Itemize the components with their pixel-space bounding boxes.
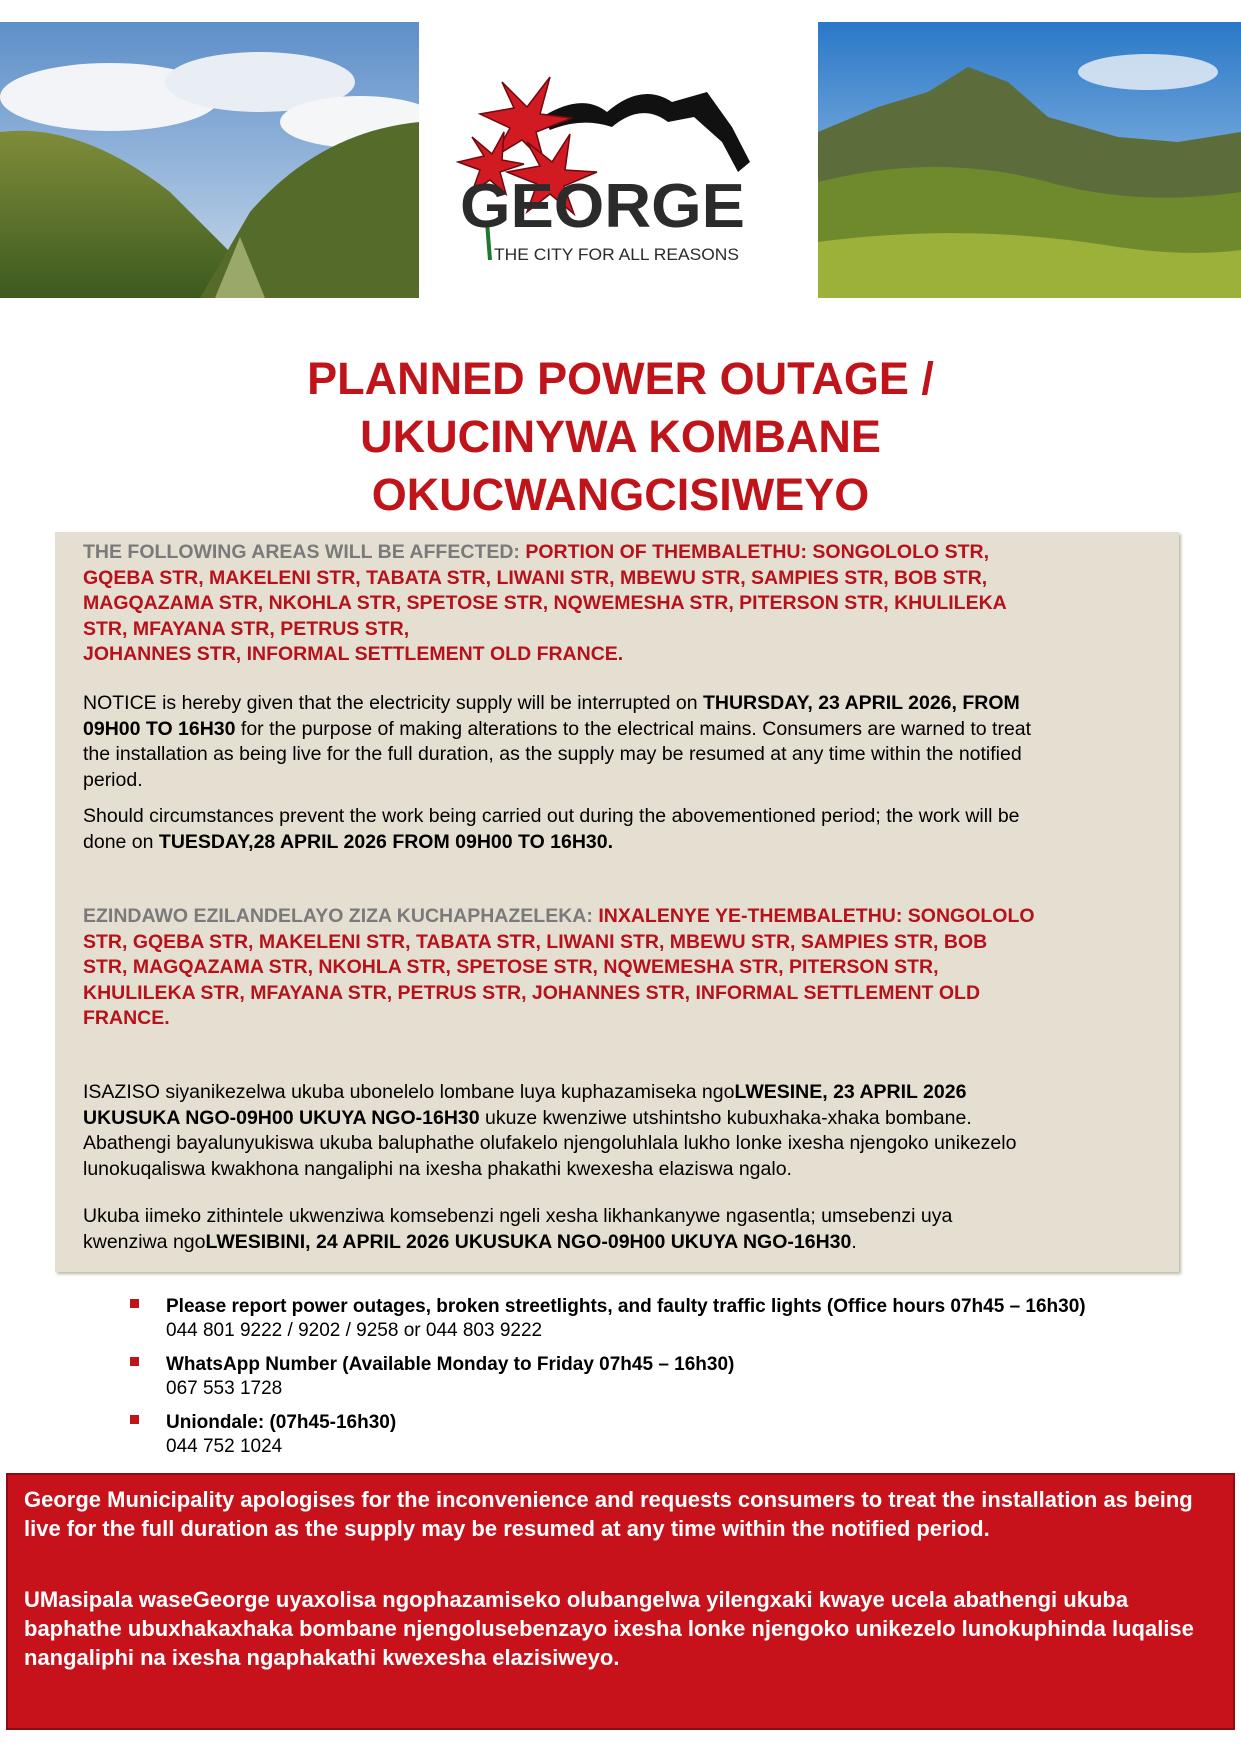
- contact-numbers: 044 801 9222 / 9202 / 9258 or 044 803 9222: [166, 1320, 543, 1341]
- alternate-date: TUESDAY,28 APRIL 2026 FROM 09H00 TO 16H30.: [158, 830, 614, 853]
- areas-text: GQEBA STR, MAKELENI STR, TABATA STR, LIWANI STR, MBEWU STR, SAMPIES STR, BOB STR,: [83, 566, 988, 589]
- areas-text: PORTION OF THEMBALETHU: SONGOLOLO STR,: [525, 541, 989, 563]
- alternate-text: Should circumstances prevent the work being carried out during the abovementioned period; the work will be: [83, 805, 1020, 827]
- xhosa-alternate-date: [83, 1204, 1153, 1255]
- alternate-text: kwenziwa ngo: [83, 1230, 206, 1253]
- areas-text: KHULILEKA STR, MFAYANA STR, PETRUS STR, JOHANNES STR, INFORMAL SETTLEMENT OLD: [83, 981, 981, 1004]
- areas-text: MAGQAZAMA STR, NKOHLA STR, SPETOSE STR, NQWEMESHA STR, PITERSON STR, KHULILEKA: [83, 592, 1007, 614]
- notice-text: Abathengi bayalunyukiswa ukuba baluphathe olufakelo njengoluhlala lukho lonke ixesha njengoko unikezelo: [83, 1132, 1017, 1154]
- alternate-text: Ukuba iimeko zithintele ukwenziwa komsebenzi ngeli xesha likhankanywe ngasentla; umsebenzi uya: [83, 1205, 953, 1227]
- apology-banner: [6, 1473, 1235, 1730]
- notice-text: ukuze kwenziwe utshintsho kubuxhaka-xhaka bombane.: [485, 1106, 972, 1129]
- notice-time: UKUSUKA NGO-09H00 UKUYA NGO-16H30: [83, 1106, 480, 1129]
- xhosa-affected-areas: [83, 904, 1153, 1032]
- contact-title: Please report power outages, broken streetlights, and faulty traffic lights (Office hours 07h45 – 16h30): [166, 1296, 1086, 1317]
- alternate-date: LWESIBINI, 24 APRIL 2026 UKUSUKA NGO-09H00 UKUYA NGO-16H30: [205, 1230, 852, 1253]
- title-line-2: UKUCINYWA KOMBANE: [360, 411, 881, 462]
- areas-text: JOHANNES STR, INFORMAL SETTLEMENT OLD FRANCE.: [83, 643, 624, 665]
- contact-title: WhatsApp Number (Available Monday to Friday 07h45 – 16h30): [166, 1354, 735, 1375]
- notice-text: period.: [83, 768, 143, 791]
- notice-date: THURSDAY, 23 APRIL 2026, FROM: [702, 692, 1020, 714]
- areas-text: STR, MFAYANA STR, PETRUS STR,: [83, 617, 410, 640]
- notice-title: [0, 350, 1241, 524]
- contact-list: [128, 1295, 1188, 1469]
- bullet-square-icon: [130, 1299, 139, 1308]
- apology-xhosa: UMasipala waseGeorge uyaxolisa ngophazamiseko olubangelwa yilengxaki kwaye ucela abathengi ukuba baphathe ubuxhakaxhaka bombane njengolusebenzayo ixesha lonke njengoko unikezelo lunokuphinda luqalise nangaliphi na ixesha ngaphakathi kwexesha elazisiweyo.: [24, 1587, 1194, 1670]
- xhosa-notice: [83, 1080, 1153, 1182]
- contact-item: [128, 1411, 1188, 1459]
- logo-wordmark: GEORGE: [460, 172, 745, 241]
- title-line-1: PLANNED POWER OUTAGE /: [307, 353, 934, 404]
- notice-text: ISAZISO siyanikezelwa ukuba ubonelelo lombane luya kuphazamiseka ngo: [83, 1081, 735, 1103]
- notice-text: lunokuqaliswa kwakhona nangaliphi na ixesha phakathi kwexesha elaziswa ngalo.: [83, 1157, 792, 1180]
- logo-tagline: THE CITY FOR ALL REASONS: [494, 245, 739, 264]
- mountain-photo-right: [818, 22, 1241, 298]
- alternate-text: .: [851, 1230, 857, 1253]
- areas-text: FRANCE.: [83, 1007, 170, 1029]
- english-alternate-date: [83, 804, 1153, 855]
- notice-time: 09H00 TO 16H30: [83, 717, 236, 740]
- contact-item: [128, 1353, 1188, 1401]
- bullet-square-icon: [130, 1415, 139, 1424]
- areas-label: THE FOLLOWING AREAS WILL BE AFFECTED:: [83, 541, 520, 563]
- areas-text: STR, MAGQAZAMA STR, NKOHLA STR, SPETOSE STR, NQWEMESHA STR, PITERSON STR,: [83, 956, 939, 978]
- mountain-photo-left: [0, 22, 419, 298]
- contact-numbers: 044 752 1024: [166, 1436, 283, 1457]
- contact-title: Uniondale: (07h45-16h30): [166, 1412, 397, 1433]
- apology-english: George Municipality apologises for the inconvenience and requests consumers to treat the installation as being live for the full duration as the supply may be resumed at any time within the notified period.: [24, 1487, 1193, 1541]
- bullet-square-icon: [130, 1357, 139, 1366]
- english-notice: [83, 691, 1153, 793]
- alternate-text: done on: [83, 830, 154, 853]
- contact-item: [128, 1295, 1188, 1343]
- areas-text: STR, GQEBA STR, MAKELENI STR, TABATA STR, LIWANI STR, MBEWU STR, SAMPIES STR, BOB: [83, 930, 988, 953]
- areas-label: EZINDAWO EZILANDELAYO ZIZA KUCHAPHAZELEKA:: [83, 905, 593, 927]
- notice-text: for the purpose of making alterations to the electrical mains. Consumers are warned to treat: [240, 717, 1032, 740]
- english-affected-areas: [83, 540, 1153, 668]
- notice-text: the installation as being live for the full duration, as the supply may be resumed at any time within the notified: [83, 743, 1022, 765]
- title-line-3: OKUCWANGCISIWEYO: [371, 469, 870, 520]
- notice-box: [55, 532, 1179, 1272]
- notice-text: NOTICE is hereby given that the electricity supply will be interrupted on: [83, 692, 698, 714]
- notice-date: LWESINE, 23 APRIL 2026: [734, 1081, 967, 1103]
- george-logo: [432, 22, 806, 298]
- contact-numbers: 067 553 1728: [166, 1378, 283, 1399]
- areas-text: INXALENYE YE-THEMBALETHU: SONGOLOLO: [598, 905, 1035, 927]
